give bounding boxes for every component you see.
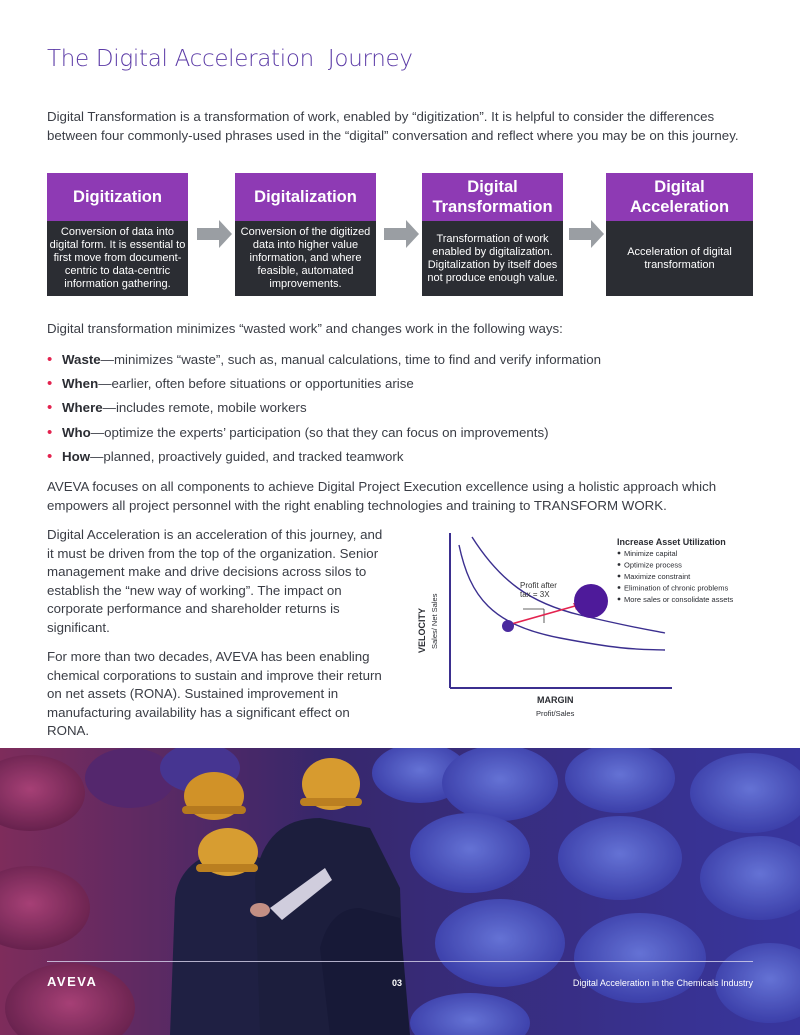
stage-heading: Digitalization: [235, 173, 376, 221]
stage-description: Acceleration of digital transformation: [606, 221, 753, 296]
acceleration-paragraph: Digital Acceleration is an acceleration of this journey, and it must be driven from the top of the organization. Senior management make and drive decisions across silos to establish the “new way of working”. The impact on corporate performance and shareholder returns is significant.: [47, 527, 383, 635]
lead-sentence: Digital transformation minimizes “wasted work” and changes work in the following ways:: [47, 321, 563, 336]
legend-item: Elimination of chronic problems: [624, 583, 729, 593]
y-axis-sublabel: Sales/ Net Sales: [430, 593, 439, 649]
list-item: [47, 374, 601, 398]
legend-bullet: [618, 575, 621, 578]
bullet-text: —minimizes “waste”, such as, manual calculations, time to find and verify information: [100, 352, 601, 367]
bullet-text: —optimize the experts’ participation (so that they can focus on improvements): [90, 424, 549, 440]
bullet-marker: •: [47, 399, 53, 417]
bullet-term: Who: [62, 424, 91, 440]
x-axis-sublabel: Profit/Sales: [536, 709, 575, 718]
legend-item: Minimize capital: [624, 549, 678, 558]
list-item: [47, 398, 601, 422]
aveva-paragraph: AVEVA focuses on all components to achieve Digital Project Execution excellence using a holistic approach which empowers all project personnel with the right enabling technologies and training to TRANSFORM WORK.: [47, 479, 717, 513]
bullet-marker: •: [47, 375, 53, 393]
legend-bullet: [618, 563, 621, 566]
x-axis-label: MARGIN: [537, 695, 574, 705]
legend-bullet: [618, 598, 621, 601]
legend-list: [618, 549, 734, 604]
bullet-term: When: [62, 376, 99, 392]
current-state-dot: [502, 620, 514, 632]
bullet-text: —planned, proactively guided, and tracked teamwork: [90, 448, 404, 464]
barrels-workers-image: [0, 748, 800, 1035]
stage-description: Conversion of data into digital form. It is essential to first move from document-centric to data-centric information gathering.: [47, 221, 188, 296]
y-axis-label: VELOCITY: [417, 607, 427, 653]
ways-list: [47, 350, 601, 471]
list-item: [47, 423, 601, 447]
legend-item: Maximize constraint: [624, 572, 691, 581]
legend-bullet: [618, 586, 621, 589]
footer-title: Digital Acceleration in the Chemicals Industry: [572, 978, 753, 988]
stage-heading: Digitization: [47, 173, 188, 221]
stage-description: Transformation of work enabled by digitalization. Digitalization by itself does not produce enough value.: [422, 221, 563, 296]
intro-paragraph: Digital Transformation is a transformation of work, enabled by “digitization”. It is helpful to consider the differences between four commonly-used phrases used in the “digital” conversation and reflect where you may be on this journey.: [47, 109, 739, 143]
bullet-text: —earlier, often before situations or opportunities arise: [98, 376, 414, 392]
legend-title: Increase Asset Utilization: [617, 537, 726, 547]
stage-digital-transformation: [422, 173, 563, 296]
stage-digitization: [47, 173, 188, 296]
bullet-marker: •: [47, 447, 53, 465]
right-arrow-icon: [197, 219, 233, 249]
bullet-marker: •: [47, 423, 53, 441]
legend-item: Optimize process: [624, 560, 682, 570]
legend-bullet: [618, 552, 621, 555]
right-arrow-icon: [384, 219, 420, 249]
workers-photo: [0, 748, 800, 1035]
legend-item: More sales or consolidate assets: [624, 595, 734, 604]
right-arrow-icon: [569, 219, 605, 249]
stage-heading: Digital Transformation: [422, 173, 563, 221]
aveva-logo: [47, 974, 107, 988]
bullet-term: How: [62, 448, 91, 464]
velocity-margin-diagram: [410, 525, 770, 725]
page-number: 03: [392, 978, 403, 988]
rona-paragraph: For more than two decades, AVEVA has been enabling chemical corporations to sustain and improve their return on net assets (RONA). Sustained improvement in manufacturing availability has a significant effect on RONA.: [47, 649, 382, 739]
bullet-term: Where: [62, 400, 103, 416]
svg-text:AVEVA: AVEVA: [47, 974, 98, 988]
stage-heading: Digital Acceleration: [606, 173, 753, 221]
stage-digitalization: [235, 173, 376, 296]
bullet-term: Waste: [62, 352, 101, 367]
bullet-text: —includes remote, mobile workers: [102, 400, 307, 416]
stage-description: Conversion of the digitized data into higher value information, and where feasible, automated improvements.: [235, 221, 376, 296]
stage-digital-acceleration: [606, 173, 753, 296]
list-item: [47, 350, 601, 374]
bullet-marker: •: [47, 351, 53, 368]
target-state-dot: [574, 584, 608, 618]
annotation-label: Profit after: [520, 581, 557, 590]
annotation-label: tax = 3X: [520, 590, 550, 599]
list-item: [47, 447, 601, 471]
growth-arrow: [508, 604, 582, 625]
footer-divider: [47, 961, 753, 962]
page-title: The Digital Acceleration Journey: [47, 46, 413, 72]
